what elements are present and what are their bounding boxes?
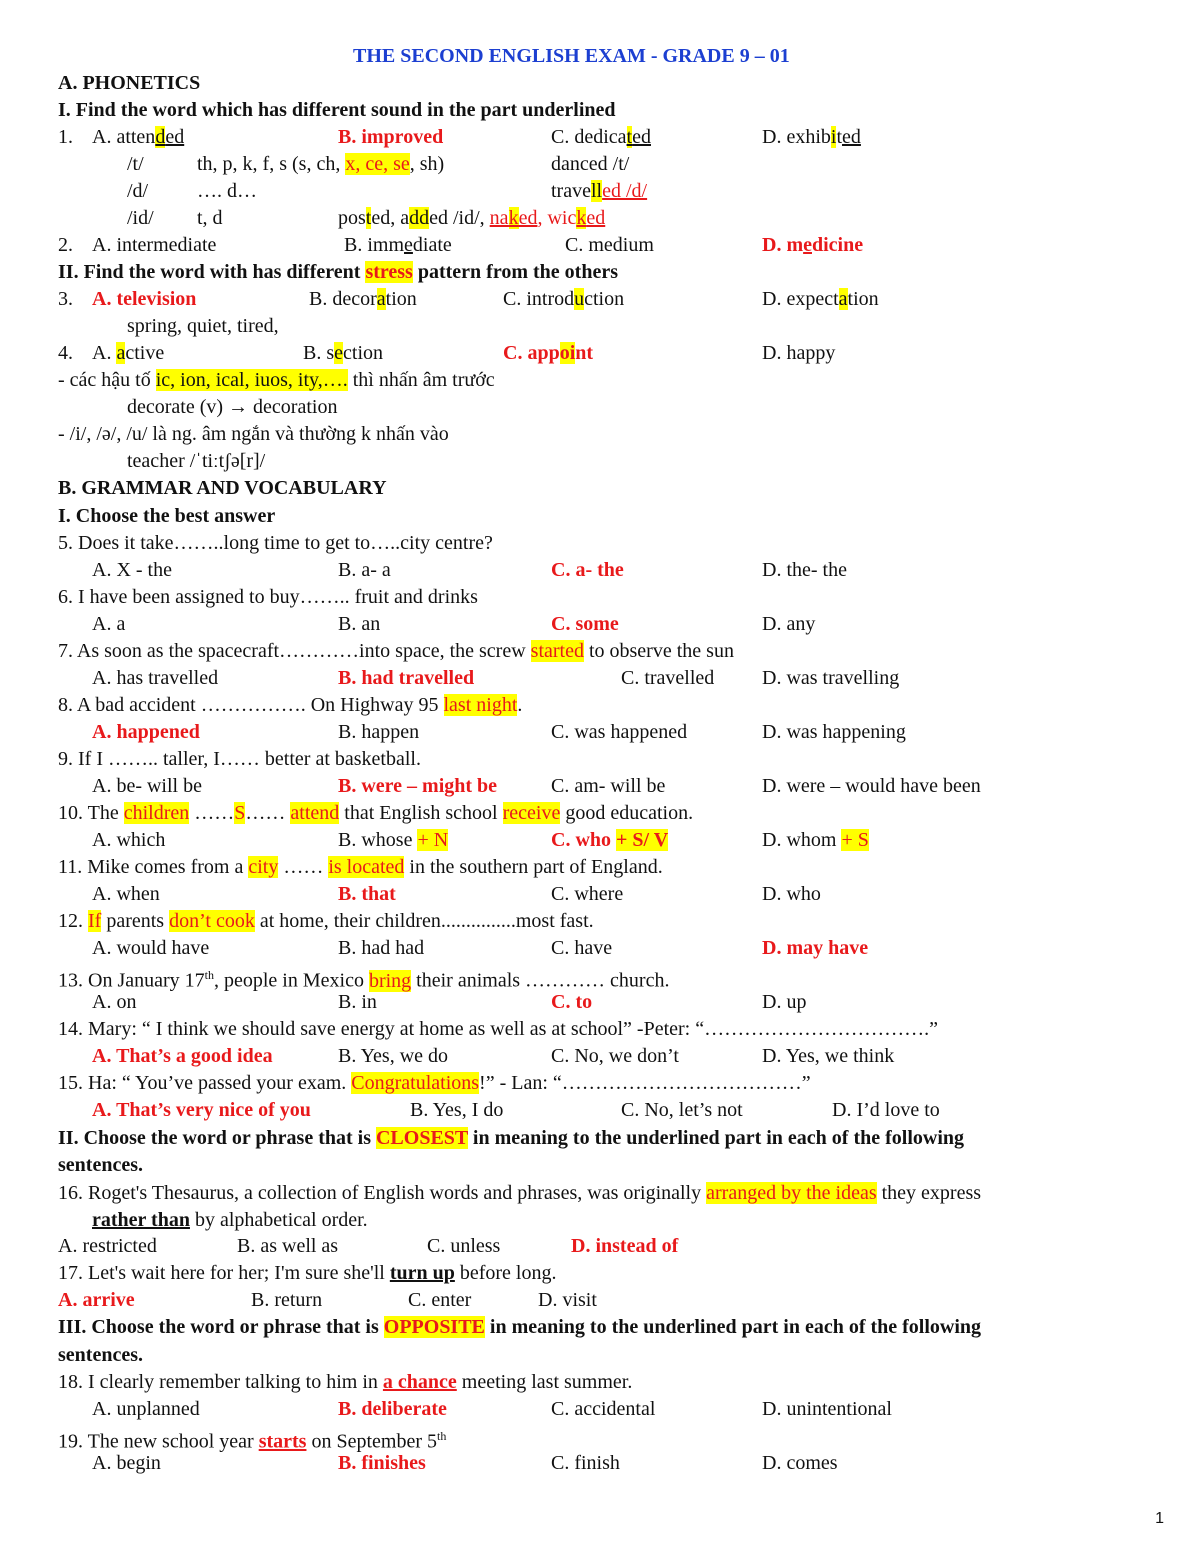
section-b-ii-heading: II. Choose the word or phrase that is CLOSEST in meaning to the underlined part in each of the following: [58, 1127, 965, 1149]
q8-option-d: D. was happening: [762, 721, 906, 743]
q18-option-b: B. deliberate: [338, 1398, 447, 1420]
q17-option-b: B. return: [251, 1289, 323, 1311]
q1-option-c: C. dedicated: [551, 126, 651, 148]
note-id-key: /id/: [127, 207, 154, 229]
q14-stem: 14. Mary: “ I think we should save energy at home as well as at school” -Peter: “…………………………….”: [58, 1018, 938, 1040]
q1-option-a: A. attended: [92, 126, 185, 148]
section-b-heading: B. GRAMMAR AND VOCABULARY: [58, 477, 387, 499]
q16-option-d: D. instead of: [571, 1235, 679, 1257]
q2-option-d: D. medicine: [762, 234, 864, 256]
q7-option-a: A. has travelled: [92, 667, 219, 689]
section-b-iii-heading: III. Choose the word or phrase that is OPPOSITE in meaning to the underlined part in each of the following: [58, 1316, 982, 1338]
q15-option-d: D. I’d love to: [832, 1099, 940, 1121]
q14-option-b: B. Yes, we do: [338, 1045, 449, 1067]
q17-option-a: A. arrive: [58, 1289, 135, 1311]
q6-option-b: B. an: [338, 613, 381, 635]
q2-number: 2.: [58, 234, 73, 256]
q18-option-d: D. unintentional: [762, 1398, 892, 1420]
q11-option-a: A. when: [92, 883, 160, 905]
q16-option-b: B. as well as: [237, 1235, 339, 1257]
q19-option-c: C. finish: [551, 1452, 620, 1474]
q17-stem: 17. Let's wait here for her; I'm sure she'll turn up before long.: [58, 1262, 557, 1284]
q18-option-a: A. unplanned: [92, 1398, 200, 1420]
page-number: 1: [1155, 1510, 1164, 1527]
note-suffix: - các hậu tố ic, ion, ical, iuos, ity,…. thì nhấn âm trước: [58, 369, 495, 391]
q16-stem: 16. Roget's Thesaurus, a collection of English words and phrases, was originally arranged by the ideas they express: [58, 1182, 982, 1204]
q11-option-d: D. who: [762, 883, 821, 905]
note-decorate: decorate (v) → decoration: [127, 396, 338, 418]
q12-option-d: D. may have: [762, 937, 869, 959]
note-spring: spring, quiet, tired,: [127, 315, 279, 337]
q16-option-c: C. unless: [427, 1235, 501, 1257]
q19-option-b: B. finishes: [338, 1452, 426, 1474]
q8-option-b: B. happen: [338, 721, 420, 743]
q2-option-a: A. intermediate: [92, 234, 217, 256]
q8-option-a: A. happened: [92, 721, 200, 743]
q12-option-c: C. have: [551, 937, 613, 959]
q2-option-c: C. medium: [565, 234, 654, 256]
q6-option-a: A. a: [92, 613, 126, 635]
q5-option-d: D. the- the: [762, 559, 847, 581]
q8-option-c: C. was happened: [551, 721, 688, 743]
q15-option-b: B. Yes, I do: [410, 1099, 504, 1121]
note-d-value: …. d…: [197, 180, 257, 202]
q14-option-c: C. No, we don’t: [551, 1045, 679, 1067]
q7-option-b: B. had travelled: [338, 667, 475, 689]
q11-option-b: B. that: [338, 883, 396, 905]
q3-option-c: C. introduction: [503, 288, 625, 310]
q1-option-b: B. improved: [338, 126, 444, 148]
q3-number: 3.: [58, 288, 73, 310]
q9-stem: 9. If I …….. taller, I…… better at basketball.: [58, 748, 421, 770]
q11-option-c: C. where: [551, 883, 624, 905]
q13-option-d: D. up: [762, 991, 807, 1013]
exam-title: THE SECOND ENGLISH EXAM - GRADE 9 – 01: [353, 45, 790, 67]
note-d-example: travelled /d/: [551, 180, 648, 202]
q10-option-c: C. who + S/ V: [551, 829, 669, 851]
q10-option-b: B. whose + N: [338, 829, 449, 851]
note-t-key: /t/: [127, 153, 144, 175]
q19-stem: 19. The new school year starts on September 5th: [58, 1429, 447, 1453]
note-id-value: t, d: [197, 207, 223, 229]
q4-number: 4.: [58, 342, 73, 364]
q2-option-b: B. immediate: [344, 234, 452, 256]
q12-stem: 12. If parents don’t cook at home, their children...............most fast.: [58, 910, 594, 932]
q12-option-b: B. had had: [338, 937, 425, 959]
q17-option-d: D. visit: [538, 1289, 597, 1311]
q4-option-d: D. happy: [762, 342, 836, 364]
section-a-heading: A. PHONETICS: [58, 72, 201, 94]
q8-stem: 8. A bad accident ……………. On Highway 95 last night.: [58, 694, 523, 716]
q7-option-d: D. was travelling: [762, 667, 900, 689]
q6-stem: 6. I have been assigned to buy…….. fruit and drinks: [58, 586, 478, 608]
q4-option-a: A. active: [92, 342, 165, 364]
q14-option-d: D. Yes, we think: [762, 1045, 895, 1067]
q13-stem: 13. On January 17th, people in Mexico bring their animals ………… church.: [58, 968, 670, 992]
q7-option-c: C. travelled: [621, 667, 715, 689]
section-b-ii-heading-cont: sentences.: [58, 1154, 143, 1176]
q3-option-b: B. decoration: [309, 288, 417, 310]
q3-option-d: D. expectation: [762, 288, 879, 310]
section-b-iii-heading-cont: sentences.: [58, 1344, 143, 1366]
q15-option-c: C. No, let’s not: [621, 1099, 743, 1121]
q4-option-c: C. appoint: [503, 342, 594, 364]
note-id-example: posted, added /id/, naked, wicked: [338, 207, 606, 229]
q15-option-a: A. That’s very nice of you: [92, 1099, 311, 1121]
q10-option-d: D. whom + S: [762, 829, 869, 851]
q1-option-d: D. exhibited: [762, 126, 861, 148]
q4-option-b: B. section: [303, 342, 384, 364]
q19-option-d: D. comes: [762, 1452, 838, 1474]
q9-option-b: B. were – might be: [338, 775, 498, 797]
q11-stem: 11. Mike comes from a city …… is located in the southern part of England.: [58, 856, 663, 878]
q5-option-b: B. a- a: [338, 559, 391, 581]
q13-option-a: A. on: [92, 991, 137, 1013]
q17-option-c: C. enter: [408, 1289, 472, 1311]
q6-option-d: D. any: [762, 613, 816, 635]
note-d-key: /d/: [127, 180, 149, 202]
q6-option-c: C. some: [551, 613, 619, 635]
note-teacher: teacher /ˈtiːtʃə[r]/: [127, 450, 266, 472]
q16-stem-cont: rather than by alphabetical order.: [92, 1209, 368, 1231]
q10-option-a: A. which: [92, 829, 166, 851]
q12-option-a: A. would have: [92, 937, 210, 959]
q3-option-a: A. television: [92, 288, 197, 310]
q5-option-a: A. X - the: [92, 559, 172, 581]
q7-stem: 7. As soon as the spacecraft…………into space, the screw started to observe the sun: [58, 640, 734, 662]
q18-stem: 18. I clearly remember talking to him in a chance meeting last summer.: [58, 1371, 633, 1393]
q19-option-a: A. begin: [92, 1452, 161, 1474]
section-a-ii-heading: II. Find the word with has different stress pattern from the others: [58, 261, 618, 283]
note-t-example: danced /t/: [551, 153, 630, 175]
note-t-value: th, p, k, f, s (s, ch, x, ce, se, sh): [197, 153, 445, 175]
q16-option-a: A. restricted: [58, 1235, 157, 1257]
note-short-vowel: - /i/, /ə/, /u/ là ng. âm ngắn và thường k nhấn vào: [58, 423, 449, 445]
q9-option-c: C. am- will be: [551, 775, 666, 797]
q14-option-a: A. That’s a good idea: [92, 1045, 273, 1067]
q9-option-a: A. be- will be: [92, 775, 202, 797]
q5-stem: 5. Does it take……..long time to get to…..city centre?: [58, 532, 493, 554]
q1-number: 1.: [58, 126, 73, 148]
q9-option-d: D. were – would have been: [762, 775, 981, 797]
section-b-i-heading: I. Choose the best answer: [58, 505, 276, 527]
q13-option-b: B. in: [338, 991, 377, 1013]
q10-stem: 10. The children ……S…… attend that English school receive good education.: [58, 802, 694, 824]
q18-option-c: C. accidental: [551, 1398, 656, 1420]
section-a-i-heading: I. Find the word which has different sound in the part underlined: [58, 99, 616, 121]
q13-option-c: C. to: [551, 991, 593, 1013]
q5-option-c: C. a- the: [551, 559, 624, 581]
q15-stem: 15. Ha: “ You’ve passed your exam. Congratulations!” - Lan: “………………………………”: [58, 1072, 811, 1094]
